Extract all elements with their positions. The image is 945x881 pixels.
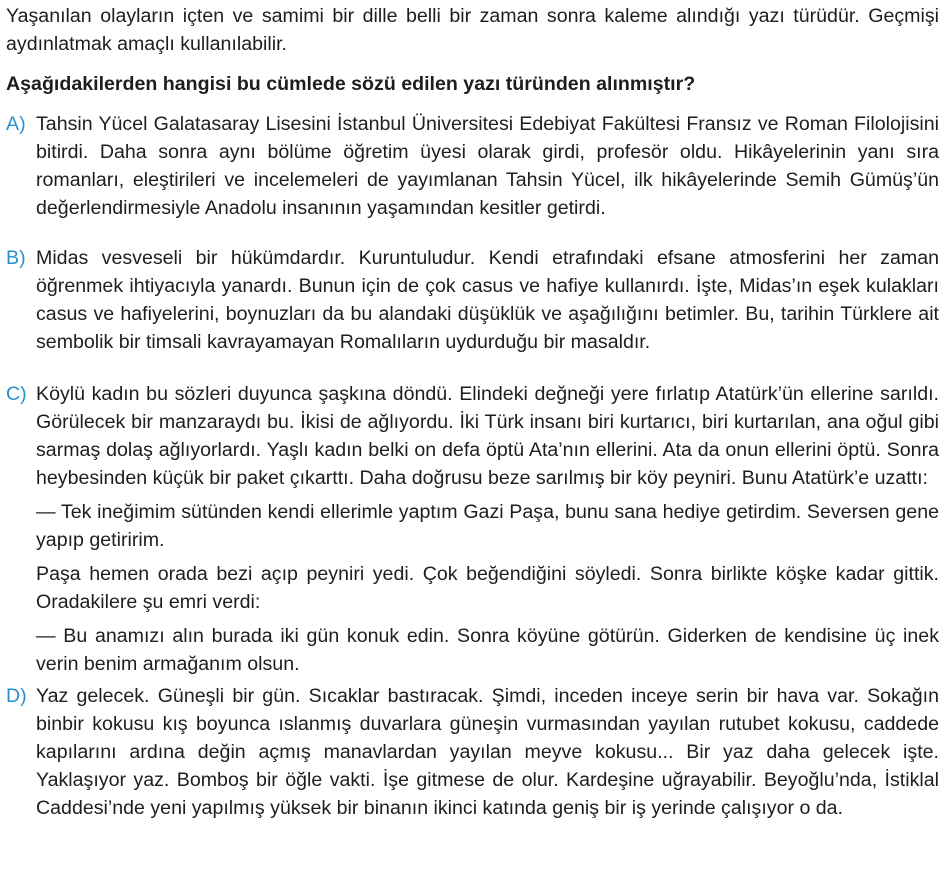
option-c-narrative-2: Paşa hemen orada bezi açıp peyniri yedi. Çok beğendiğini söyledi. Sonra birlikte köşke kadar gittik. Oradakilere şu emri verdi: bbox=[36, 563, 939, 613]
option-d-text: Yaz gelecek. Güneşli bir gün. Sıcaklar bastıracak. Şimdi, inceden inceye serin bir hava var. Sokağın binbir kokusu kış boyunca ıslanmış duvarlara güneşin vurmasından yayılan rutubet kokusu, caddede kapılarını ardına değin açmış manavlardan yayılan meyve kokusu... Bir yaz daha gelecek işte. Yaklaşıyor yaz. Bomboş bir öğle vakti. İşe gitmese de olur. Kardeşine uğrayabilir. Beyoğlu’nda, İstiklal Caddesi’nde yeni yapılmış yüksek bir binanın ikinci katında geniş bir iş yerinde çalışıyor o da. bbox=[36, 685, 939, 819]
option-b-text: Midas vesveseli bir hükümdardır. Kuruntuludur. Kendi etrafındaki efsane atmosferini her zaman öğrenmek ihtiyacıyla yanardı. Bunun için de çok casus ve hafiye kullanırdı. İşte, Midas’ın eşek kulakları casus ve hafiyelerini, boynuzları da bu alandaki düşüklük ve aşağılığını betimler. Bu, tarihin Türklere ait sembolik bir timsali kavrayamayan Romalıların uydurduğu bir masaldır. bbox=[36, 247, 939, 353]
option-letter-a: A) bbox=[6, 113, 26, 135]
question-page bbox=[6, 2, 939, 822]
option-letter-b: B) bbox=[6, 247, 26, 269]
question-stem: Aşağıdakilerden hangisi bu cümlede sözü edilen yazı türünden alınmıştır? bbox=[6, 73, 696, 95]
option-letter-c: C) bbox=[6, 383, 27, 405]
option-c-dialogue-2: — Bu anamızı alın burada iki gün konuk edin. Sonra köyüne götürün. Giderken de kendisine üç inek verin benim armağanım olsun. bbox=[36, 625, 939, 675]
option-a-text: Tahsin Yücel Galatasaray Lisesini İstanbul Üniversitesi Edebiyat Fakültesi Fransız ve Roman Filolojisini bitirdi. Daha sonra aynı bölüme öğretim üyesi olarak girdi, profesör oldu. Hikâyelerinin yanı sıra romanları, eleştirileri ve incelemeleri de yayımlanan Tahsin Yücel, ilk hikâyelerinde Semih Gümüş’ün değerlendirmesiyle Anadolu insanının yaşamından kesitler getirdi. bbox=[36, 113, 939, 219]
option-letter-d: D) bbox=[6, 685, 27, 707]
option-c-dialogue-1: — Tek ineğimim sütünden kendi ellerimle yaptım Gazi Paşa, bunu sana hediye getirdim. Seversen gene yapıp getiririm. bbox=[36, 501, 939, 551]
option-c-narrative: Köylü kadın bu sözleri duyunca şaşkına döndü. Elindeki değneği yere fırlatıp Atatürk’ün ellerine sarıldı. Görülecek bir manzaraydı bu. İkisi de ağlıyordu. İki Türk insanı biri kurtarıcı, biri kurtarılan, ana oğul gibi sarmaş dolaş ağlıyorlardı. Yaşlı kadın belki on defa öptü Ata’nın ellerini. Ata da onun ellerini öptü. Sonra heybesinden küçük bir paket çıkarttı. Daha doğrusu beze sarılmış bir köy peyniri. Bunu Atatürk’e uzattı: bbox=[36, 383, 939, 489]
option-b[interactable] bbox=[6, 244, 939, 356]
option-c[interactable] bbox=[6, 380, 939, 678]
question-intro: Yaşanılan olayların içten ve samimi bir dille belli bir zaman sonra kaleme alındığı yazı türüdür. Geçmişi aydınlatmak amaçlı kullanılabilir. bbox=[6, 5, 939, 55]
option-a[interactable] bbox=[6, 110, 939, 222]
option-d[interactable] bbox=[6, 682, 939, 822]
